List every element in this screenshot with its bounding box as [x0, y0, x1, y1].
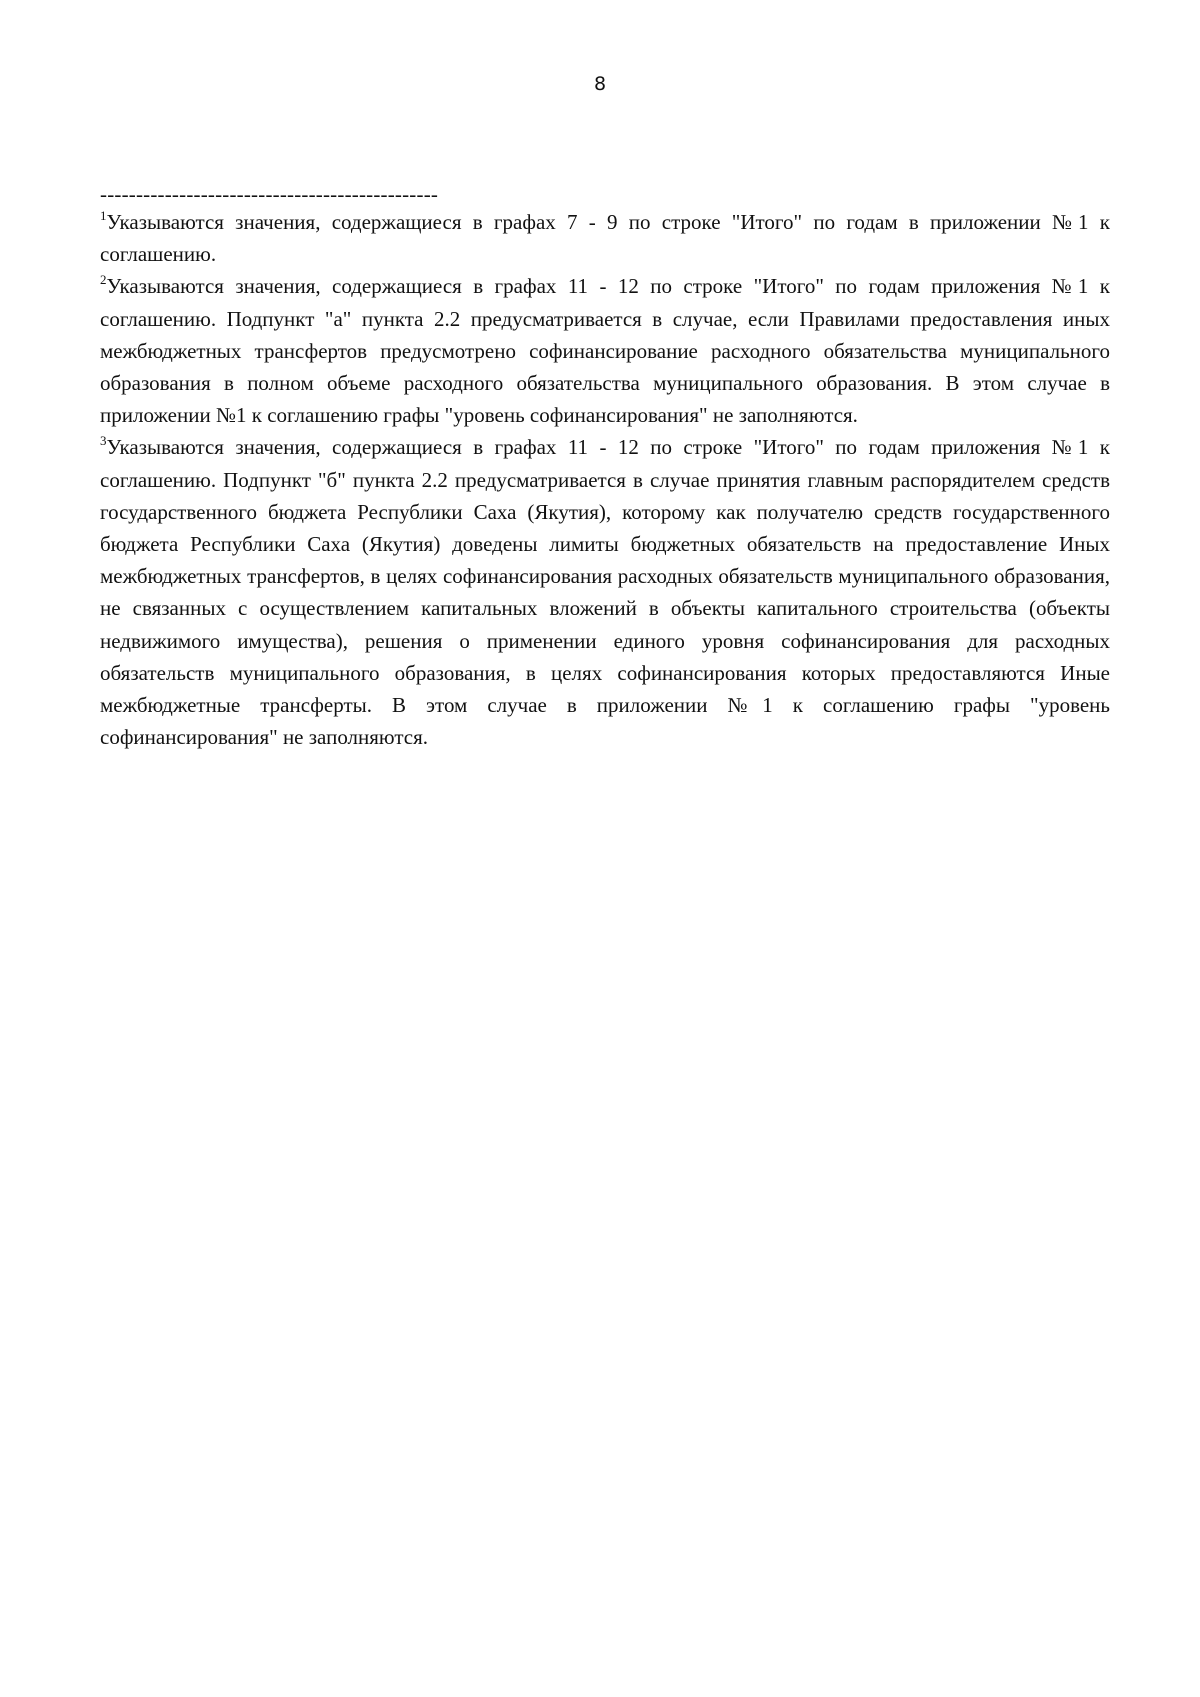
footnote-3: [100, 431, 1110, 753]
footnote-mark: 1: [100, 208, 107, 223]
footnote-mark: 2: [100, 272, 107, 288]
footnotes-section: [100, 182, 1110, 753]
footnote-mark: 3: [100, 433, 107, 449]
footnote-separator: -----------------------------------------------: [100, 182, 439, 206]
footnote-text: Указываются значения, содержащиеся в графах 11 - 12 по строке "Итого" по годам приложения №1 к соглашению. Подпункт "а" пункта 2.2 предусматривается в случае, если Правилами предоставления иных межбюджетных трансфертов предусмотрено софинансирование расходного обязательства муниципального образования в полном объеме расходного обязательства муниципального образования. В этом случае в приложении №1 к соглашению графы "уровень софинансирования" не заполняются.: [100, 274, 1110, 428]
footnote-1: [100, 206, 1110, 270]
footnote-text: Указываются значения, содержащиеся в графах 7 - 9 по строке "Итого" по годам в приложении №1 к соглашению.: [100, 210, 1110, 267]
footnote-2: [100, 270, 1110, 431]
footnote-text: Указываются значения, содержащиеся в графах 11 - 12 по строке "Итого" по годам приложения №1 к соглашению. Подпункт "б" пункта 2.2 предусматривается в случае принятия главным распорядителем средств государственного бюджета Республики Саха (Якутия), которому как получателю средств государственного бюджета Республики Саха (Якутия) доведены лимиты бюджетных обязательств на предоставление Иных межбюджетных трансфертов, в целях софинансирования расходных обязательств муниципального образования, не связанных с осуществлением капитальных вложений в объекты капитального строительства (объекты недвижимого имущества), решения о применении единого уровня софинансирования для расходных обязательств муниципального образования, в целях софинансирования которых предоставляются Иные межбюджетные трансферты. В этом случае в приложении №1 к соглашению графы "уровень софинансирования" не заполняются.: [100, 435, 1110, 750]
page-number: 8: [593, 73, 607, 95]
